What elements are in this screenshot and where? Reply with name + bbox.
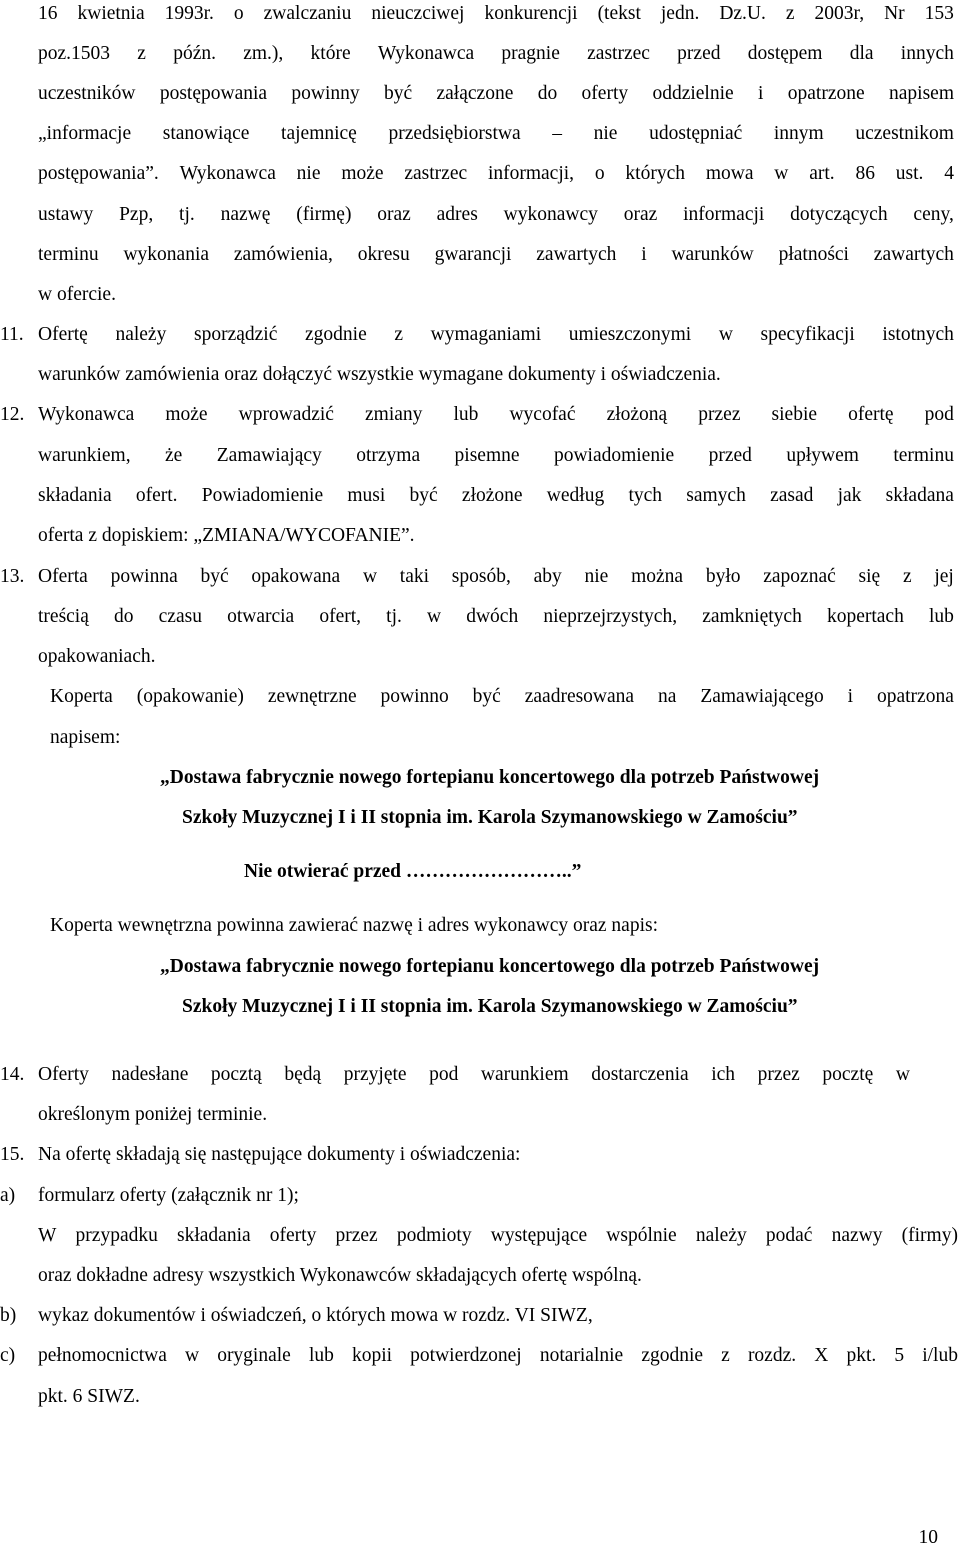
do-not-open-label: Nie otwierać przed ……………………..” — [244, 861, 582, 882]
outer-envelope-line-2: napisem: — [50, 727, 121, 748]
inner-label-line-1: „Dostawa fabrycznie nowego fortepianu koncertowego dla potrzeb Państwowej — [160, 956, 820, 977]
intro-line-1: 16 kwietnia 1993r. o zwalczaniu nieuczciwej konkurencji (tekst jedn. Dz.U. z 2003r, Nr 153 — [38, 3, 954, 24]
intro-line-4: „informacje stanowiące tajemnicę przedsiębiorstwa – nie udostępniać innym uczestnikom — [38, 123, 954, 144]
inner-envelope-line: Koperta wewnętrzna powinna zawierać nazwę i adres wykonawcy oraz napis: — [50, 915, 659, 936]
intro-line-8: w ofercie. — [38, 284, 116, 305]
intro-line-2: poz.1503 z późn. zm.), które Wykonawca pragnie zastrzec przed dostępem dla innych — [38, 43, 954, 64]
intro-line-5: postępowania”. Wykonawca nie może zastrzec informacji, o których mowa w art. 86 ust. 4 — [38, 163, 954, 184]
item-14-line-1: Oferty nadesłane pocztą będą przyjęte pod warunkiem dostarczenia ich przez pocztę w — [38, 1064, 910, 1085]
page-number: 10 — [918, 1527, 938, 1548]
item-12-line-1: Wykonawca może wprowadzić zmiany lub wycofać złożoną przez siebie ofertę pod — [38, 404, 954, 425]
item-15-number: 15. — [0, 1144, 25, 1165]
outer-label-line-2: Szkoły Muzycznej I i II stopnia im. Karola Szymanowskiego w Zamościu” — [182, 807, 798, 828]
sub-a-line-1: formularz oferty (załącznik nr 1); — [38, 1185, 299, 1206]
item-13-line-1: Oferta powinna być opakowana w taki sposób, aby nie można było zapoznać się z jej — [38, 566, 954, 587]
item-12-line-4: oferta z dopiskiem: „ZMIANA/WYCOFANIE”. — [38, 525, 415, 546]
item-12-number: 12. — [0, 404, 25, 425]
sub-a-line-2: W przypadku składania oferty przez podmioty występujące wspólnie należy podać nazwy (firmy) — [38, 1225, 958, 1246]
inner-label-line-2: Szkoły Muzycznej I i II stopnia im. Karola Szymanowskiego w Zamościu” — [182, 996, 798, 1017]
outer-envelope-line-1: Koperta (opakowanie) zewnętrzne powinno być zaadresowana na Zamawiającego i opatrzona — [50, 686, 954, 707]
item-12-line-3: składania ofert. Powiadomienie musi być złożone według tych samych zasad jak składana — [38, 485, 954, 506]
sub-b-line-1: wykaz dokumentów i oświadczeń, o których mowa w rozdz. VI SIWZ, — [38, 1305, 593, 1326]
item-14-number: 14. — [0, 1064, 25, 1085]
sub-a-marker: a) — [0, 1185, 16, 1206]
item-11-number: 11. — [0, 324, 24, 345]
outer-label-line-1: „Dostawa fabrycznie nowego fortepianu koncertowego dla potrzeb Państwowej — [160, 767, 820, 788]
item-11-line-2: warunków zamówienia oraz dołączyć wszystkie wymagane dokumenty i oświadczenia. — [38, 364, 721, 385]
intro-line-3: uczestników postępowania powinny być załączone do oferty oddzielnie i opatrzone napisem — [38, 83, 954, 104]
item-13-number: 13. — [0, 566, 25, 587]
item-11-line-1: Ofertę należy sporządzić zgodnie z wymaganiami umieszczonymi w specyfikacji istotnych — [38, 324, 954, 345]
intro-line-6: ustawy Pzp, tj. nazwę (firmę) oraz adres wykonawcy oraz informacji dotyczących ceny, — [38, 204, 954, 225]
intro-line-7: terminu wykonania zamówienia, okresu gwarancji zawartych i warunków płatności zawartych — [38, 244, 954, 265]
item-15-line-1: Na ofertę składają się następujące dokumenty i oświadczenia: — [38, 1144, 521, 1165]
sub-b-marker: b) — [0, 1305, 17, 1326]
sub-c-line-2: pkt. 6 SIWZ. — [38, 1386, 140, 1407]
sub-c-marker: c) — [0, 1345, 16, 1366]
item-12-line-2: warunkiem, że Zamawiający otrzyma pisemne powiadomienie przed upływem terminu — [38, 445, 954, 466]
item-13-line-3: opakowaniach. — [38, 646, 156, 667]
item-14-line-2: określonym poniżej terminie. — [38, 1104, 268, 1125]
sub-a-line-3: oraz dokładne adresy wszystkich Wykonawców składających ofertę wspólną. — [38, 1265, 642, 1286]
sub-c-line-1: pełnomocnictwa w oryginale lub kopii potwierdzonej notarialnie zgodnie z rozdz. X pkt. 5 i/lub — [38, 1345, 958, 1366]
item-13-line-2: treścią do czasu otwarcia ofert, tj. w dwóch nieprzejrzystych, zamkniętych kopertach lub — [38, 606, 954, 627]
